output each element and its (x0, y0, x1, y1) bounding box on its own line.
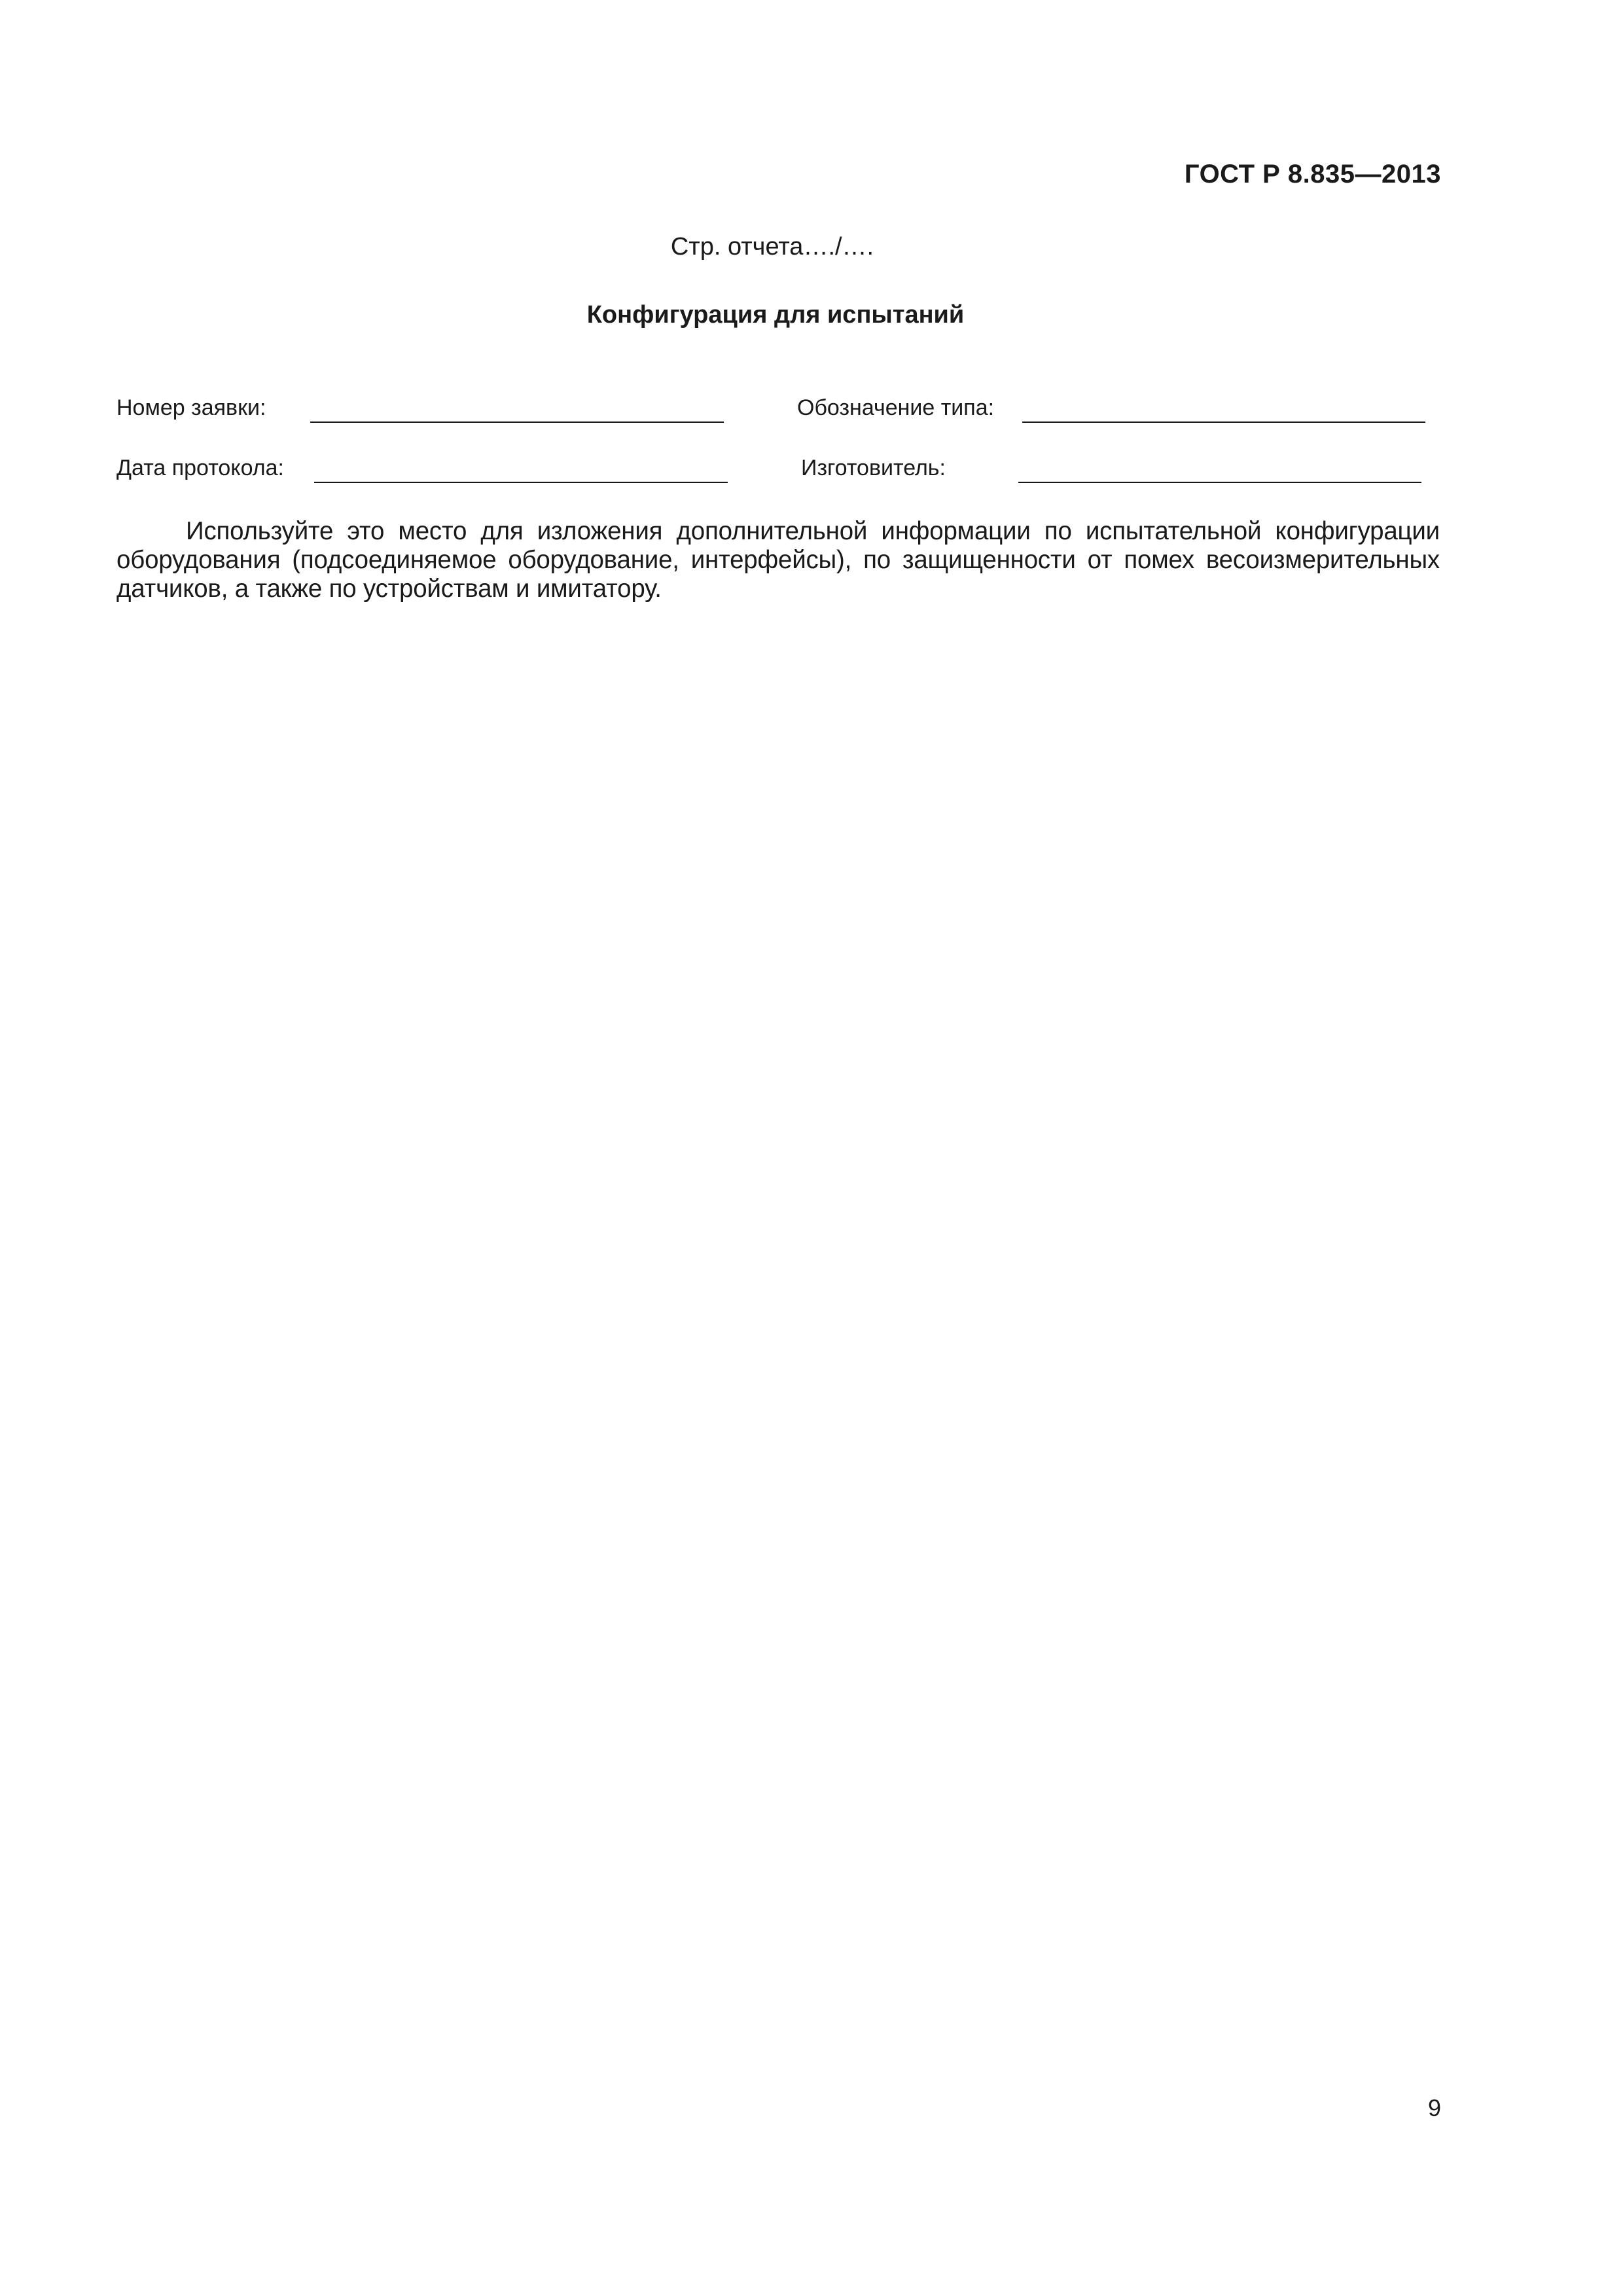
protocol-date-label: Дата протокола: (116, 456, 284, 480)
form-row-1 (0, 395, 1623, 435)
document-code: ГОСТ Р 8.835—2013 (1184, 160, 1441, 188)
page-number: 9 (1427, 2094, 1441, 2121)
type-designation-label: Обозначение типа: (797, 395, 995, 420)
protocol-date-field[interactable] (314, 482, 728, 483)
body-paragraph: Используйте это место для изложения дополнительной информации по испытательной конфигурации оборудования (подсоединяемое оборудование, интерфейсы), по защищенности от помех весоизмерительных датчиков, а также по устройствам и имитатору. (116, 517, 1440, 603)
form-row-2 (0, 456, 1623, 495)
application-number-field[interactable] (310, 422, 724, 423)
section-title: Конфигурация для испытаний (586, 301, 965, 329)
manufacturer-field[interactable] (1018, 482, 1421, 483)
type-designation-field[interactable] (1022, 422, 1425, 423)
application-number-label: Номер заявки: (116, 395, 266, 420)
manufacturer-label: Изготовитель: (801, 456, 946, 480)
report-page-reference: Стр. отчета…./…. (670, 233, 874, 260)
